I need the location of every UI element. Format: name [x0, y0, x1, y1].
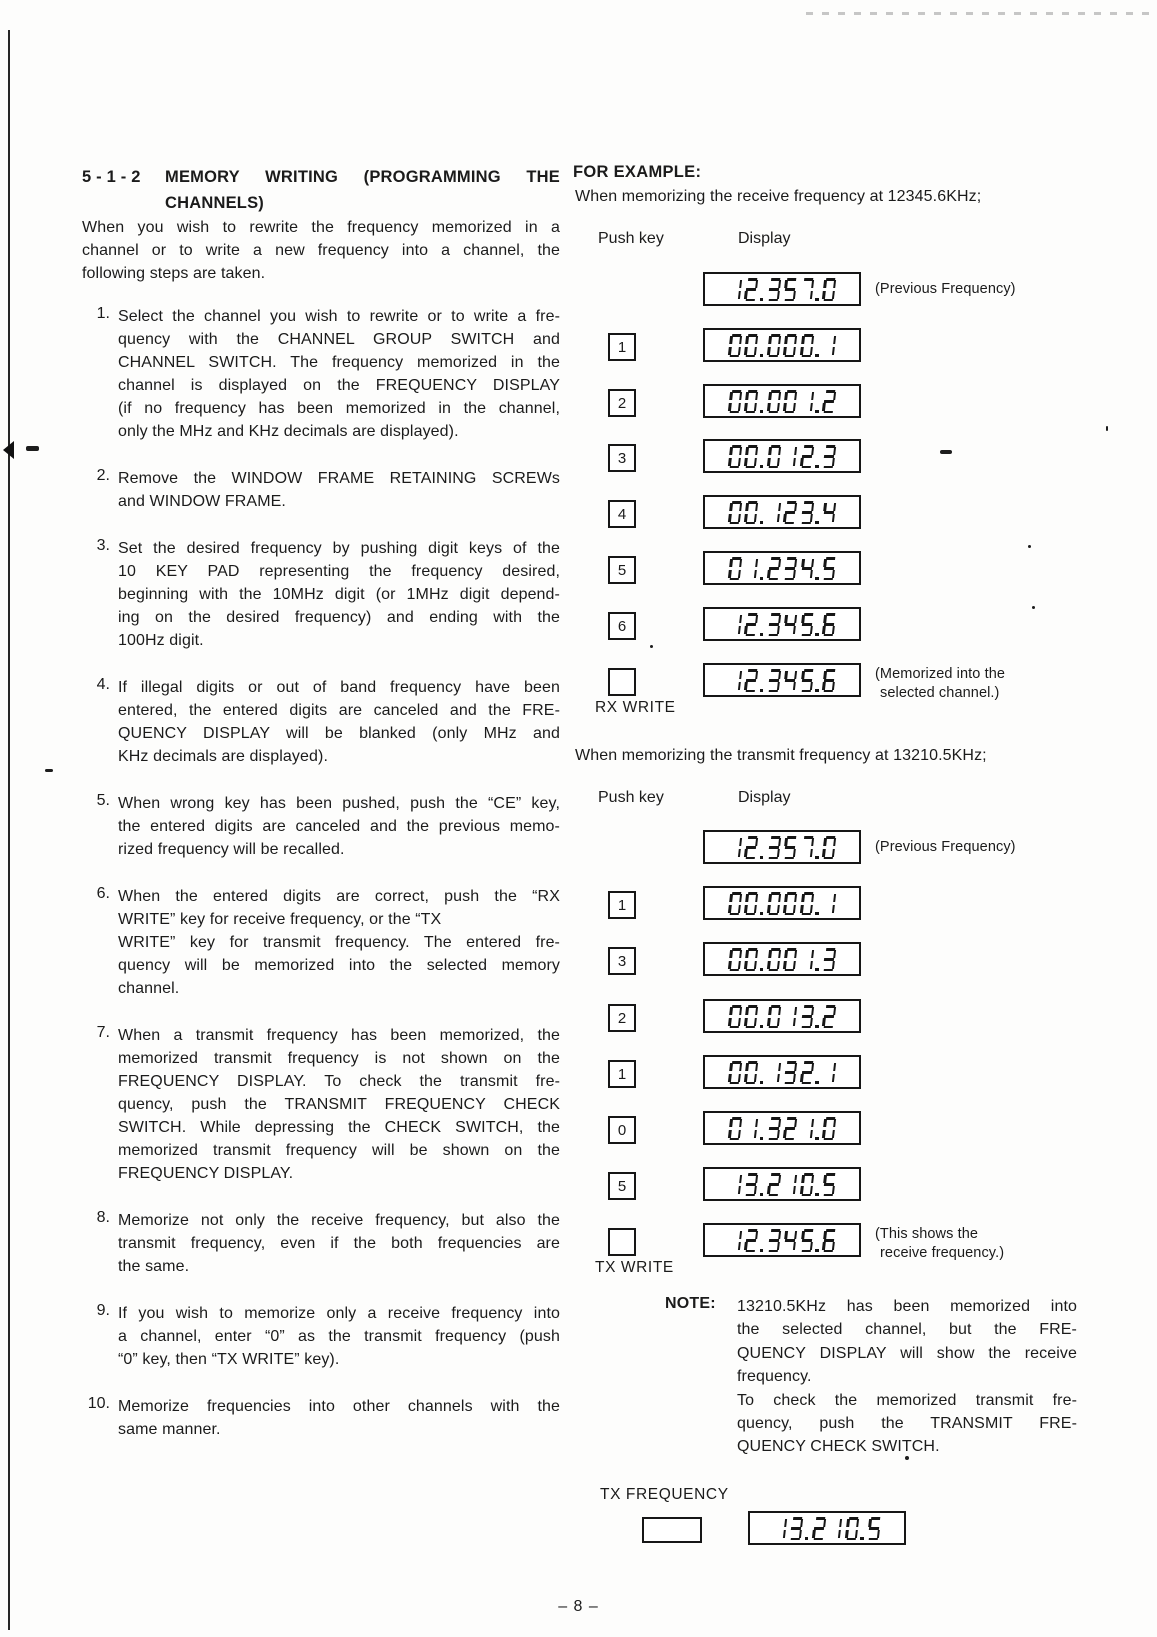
display-label: Display	[738, 789, 791, 806]
seven-segment-digit	[799, 1005, 814, 1028]
digit-key-1: 1	[608, 333, 636, 361]
step-text	[118, 676, 560, 768]
display-label: Display	[738, 230, 791, 247]
text-line: quency, push the TRANSMIT FRE-	[737, 1414, 1077, 1432]
text-line: If you wish to memorize only a receive frequency into	[118, 1305, 560, 1322]
text-line: When a transmit frequency has been memorized, the	[118, 1027, 560, 1044]
seven-segment-digit	[822, 1117, 837, 1140]
decimal-point	[815, 1249, 819, 1253]
step-item	[82, 1024, 560, 1185]
seven-segment-digit	[822, 1229, 837, 1252]
sequence2-intro: When memorizing the transmit frequency at 13210.5KHz;	[575, 747, 987, 764]
seven-segment-digit	[799, 1173, 814, 1196]
text-line: frequency.	[737, 1368, 812, 1386]
text-line: quency with the CHANNEL GROUP SWITCH and	[118, 331, 560, 348]
seven-segment-digit	[727, 1173, 742, 1196]
text-line: entered, the entered digits are canceled and the FRE-	[118, 702, 560, 719]
seven-segment-digit	[727, 836, 742, 859]
digit-key-1: 1	[608, 891, 636, 919]
text-line: channel or to write a new frequency into a channel, the	[82, 242, 560, 259]
intro-paragraph	[82, 216, 560, 285]
step-number: 10.	[87, 1395, 110, 1412]
seven-segment-digit	[799, 836, 814, 859]
seven-segment-digit	[811, 1517, 826, 1540]
seven-segment-digit	[844, 1517, 859, 1540]
step-item	[82, 885, 560, 1000]
step-item	[82, 537, 560, 652]
text-line: Set the desired frequency by pushing digit keys of the	[118, 540, 560, 557]
seven-segment-digit	[783, 1117, 798, 1140]
tx-frequency-check-key	[642, 1517, 702, 1543]
step-item	[82, 467, 560, 513]
seven-segment-digit	[744, 1117, 759, 1140]
seven-segment-digit	[744, 1005, 759, 1028]
seven-segment-digit	[744, 1173, 759, 1196]
note-text	[737, 1295, 1077, 1459]
text-line: KHz decimals are displayed).	[118, 748, 328, 765]
step-text	[118, 1395, 560, 1441]
step-number: 1.	[96, 305, 110, 322]
seven-segment-digit	[766, 1005, 781, 1028]
text-line: Select the channel you wish to rewrite or to write a fre-	[118, 308, 560, 325]
decimal-point	[815, 1193, 819, 1197]
decimal-point	[815, 1081, 819, 1085]
digit-key-6: 6	[608, 612, 636, 640]
decimal-point	[760, 1249, 764, 1253]
seven-segment-digit	[744, 948, 759, 971]
frequency-display	[703, 1055, 861, 1089]
annotation-line: (Previous Frequency)	[875, 281, 1016, 297]
sequence1-intro: When memorizing the receive frequency at 12345.6KHz;	[575, 188, 982, 205]
text-line: quency will be memorized into the selected memory	[118, 957, 560, 974]
step-item	[82, 676, 560, 768]
frequency-display	[703, 830, 861, 864]
section-title: MEMORY WRITING (PROGRAMMING THE CHANNELS)	[165, 168, 560, 212]
frequency-display	[703, 1223, 861, 1257]
digit-key-2: 2	[608, 1004, 636, 1032]
row-annotation	[875, 838, 1016, 857]
seven-segment-digit	[822, 1173, 837, 1196]
digit-key-2: 2	[608, 389, 636, 417]
section-heading	[82, 164, 560, 216]
text-line: (if no frequency has been memorized in the channel,	[118, 400, 560, 417]
annotation-line: (Memorized into the	[875, 666, 1006, 682]
seven-segment-digit	[789, 1517, 804, 1540]
seven-segment-digit	[772, 1517, 787, 1540]
frequency-display	[703, 999, 861, 1033]
text-line: “0” key, then “TX WRITE” key).	[118, 1351, 340, 1368]
text-line: and WINDOW FRAME.	[118, 493, 286, 510]
decimal-point	[760, 1137, 764, 1141]
seven-segment-digit	[766, 1117, 781, 1140]
text-line: FREQUENCY DISPLAY. To check the transmit fre-	[118, 1073, 560, 1090]
seven-segment-digit	[799, 1061, 814, 1084]
text-line: quency, push the TRANSMIT FREQUENCY CHECK	[118, 1096, 560, 1113]
step-item	[82, 305, 560, 443]
push-key-label: Push key	[598, 230, 664, 247]
annotation-line: receive frequency.)	[880, 1245, 1005, 1261]
text-line: WRITE” key for transmit frequency. The entered fre-	[118, 934, 560, 951]
decimal-point	[760, 856, 764, 860]
text-line: QUENCY DISPLAY will be blanked (only MHz and	[118, 725, 560, 742]
text-line: CHANNEL SWITCH. The frequency memorized in the	[118, 354, 560, 371]
tx-write-key	[608, 1228, 636, 1256]
seven-segment-digit	[766, 1061, 781, 1084]
text-line: Remove the WINDOW FRAME RETAINING SCREWs	[118, 470, 560, 487]
text-line: Memorize not only the receive frequency, but also the	[118, 1212, 560, 1229]
seven-segment-digit	[744, 836, 759, 859]
digit-key-5: 5	[608, 556, 636, 584]
text-line: QUENCY CHECK SWITCH.	[737, 1438, 940, 1456]
seven-segment-digit	[727, 1061, 742, 1084]
seven-segment-digit	[783, 948, 798, 971]
text-line: 100Hz digit.	[118, 632, 204, 649]
seven-segment-digit	[867, 1517, 882, 1540]
seven-segment-digit	[822, 948, 837, 971]
digit-key-3: 3	[608, 947, 636, 975]
seven-segment-digit	[766, 836, 781, 859]
push-key-label: Push key	[598, 789, 664, 806]
decimal-point	[860, 1537, 864, 1541]
digit-key-5: 5	[608, 1172, 636, 1200]
text-line: channel is displayed on the FREQUENCY DISPLAY	[118, 377, 560, 394]
seven-segment-digit	[783, 1061, 798, 1084]
scan-artifact	[26, 446, 39, 451]
note-label: NOTE:	[665, 1295, 716, 1312]
text-line: transmit frequency, even if the both frequencies are	[118, 1235, 560, 1252]
text-line: the selected channel, but the FRE-	[737, 1321, 1077, 1339]
seven-segment-digit	[799, 948, 814, 971]
decimal-point	[815, 912, 819, 916]
seven-segment-digit	[766, 1229, 781, 1252]
text-line: 13210.5KHz has been memorized into	[737, 1298, 1077, 1315]
seven-segment-digit	[766, 1173, 781, 1196]
digit-key-1: 1	[608, 1060, 636, 1088]
step-item	[82, 1209, 560, 1278]
annotation-line: (This shows the	[875, 1226, 979, 1242]
seven-segment-digit	[766, 948, 781, 971]
seven-segment-digit	[744, 1061, 759, 1084]
frequency-display	[703, 1111, 861, 1145]
scan-artifact	[45, 769, 53, 772]
annotation-line: selected channel.)	[880, 685, 1000, 701]
step-item	[82, 1302, 560, 1371]
decimal-point	[805, 1537, 809, 1541]
seven-segment-digit	[727, 948, 742, 971]
decimal-point	[760, 912, 764, 916]
decimal-point	[760, 1025, 764, 1029]
step-number: 5.	[96, 792, 110, 809]
seven-segment-digit	[822, 1005, 837, 1028]
seven-segment-digit	[799, 1117, 814, 1140]
tx-frequency-label: TX FREQUENCY	[600, 1486, 729, 1503]
frequency-display	[703, 942, 861, 976]
scan-arrow-mark	[3, 441, 14, 459]
section-number: 5 - 1 - 2	[82, 168, 141, 186]
row-annotation	[875, 1225, 1004, 1263]
step-number: 2.	[96, 467, 110, 484]
text-line: memorized transmit frequency will be shown on the	[118, 1142, 560, 1159]
seven-segment-digit	[783, 892, 798, 915]
seven-segment-digit	[783, 836, 798, 859]
text-line: Memorize frequencies into other channels with the	[118, 1398, 560, 1415]
frequency-display	[748, 1511, 906, 1545]
step-number: 4.	[96, 676, 110, 693]
seven-segment-digit	[727, 1117, 742, 1140]
write-key-label: TX WRITE	[595, 1259, 674, 1276]
step-text	[118, 792, 560, 861]
step-item	[82, 1395, 560, 1441]
seven-segment-digit	[783, 1229, 798, 1252]
text-line: 10 KEY PAD representing the frequency desired,	[118, 563, 560, 580]
seven-segment-digit	[822, 1061, 837, 1084]
write-key-label: RX WRITE	[595, 699, 676, 716]
seven-segment-digit	[799, 1229, 814, 1252]
step-text	[118, 467, 560, 513]
text-line: When you wish to rewrite the frequency memorized in a	[82, 219, 560, 236]
text-line: When the entered digits are correct, push the “RX	[118, 888, 560, 905]
step-text	[118, 1302, 560, 1371]
digit-key-4: 4	[608, 500, 636, 528]
seven-segment-digit	[727, 892, 742, 915]
step-text	[118, 1209, 560, 1278]
decimal-point	[815, 1137, 819, 1141]
text-line: following steps are taken.	[82, 265, 266, 282]
step-number: 7.	[96, 1024, 110, 1041]
seven-segment-digit	[783, 1173, 798, 1196]
right-column	[573, 0, 1157, 1637]
frequency-display	[703, 886, 861, 920]
digit-key-3: 3	[608, 444, 636, 472]
decimal-point	[815, 968, 819, 972]
annotation-line: (Previous Frequency)	[875, 839, 1016, 855]
step-number: 9.	[96, 1302, 110, 1319]
seven-segment-digit	[744, 1229, 759, 1252]
text-line: channel.	[118, 980, 180, 997]
text-line: beginning with the 10MHz digit (or 1MHz digit depend-	[118, 586, 560, 603]
seven-segment-digit	[828, 1517, 843, 1540]
text-line: If illegal digits or out of band frequency have been	[118, 679, 560, 696]
seven-segment-digit	[822, 836, 837, 859]
step-text	[118, 305, 560, 443]
text-line: WRITE” key for receive frequency, or the “TX	[118, 911, 442, 928]
digit-key-0: 0	[608, 1116, 636, 1144]
text-line: a channel, enter “0” as the transmit frequency (push	[118, 1328, 560, 1345]
seven-segment-digit	[727, 1229, 742, 1252]
seven-segment-digit	[727, 1005, 742, 1028]
step-item	[82, 792, 560, 861]
text-line: SWITCH. While depressing the CHECK SWITCH, the	[118, 1119, 560, 1136]
text-line: the same.	[118, 1258, 190, 1275]
seven-segment-digit	[799, 892, 814, 915]
seven-segment-digit	[766, 892, 781, 915]
text-line: When wrong key has been pushed, push the “CE” key,	[118, 795, 560, 812]
text-line: same manner.	[118, 1421, 221, 1438]
for-example-heading: FOR EXAMPLE:	[573, 163, 702, 181]
text-line: rized frequency will be recalled.	[118, 841, 345, 858]
text-line: To check the memorized transmit fre-	[737, 1391, 1077, 1409]
decimal-point	[760, 1193, 764, 1197]
decimal-point	[760, 1081, 764, 1085]
step-number: 3.	[96, 537, 110, 554]
step-number: 8.	[96, 1209, 110, 1226]
decimal-point	[815, 1025, 819, 1029]
text-line: only the MHz and KHz decimals are displayed).	[118, 423, 459, 440]
step-number: 6.	[96, 885, 110, 902]
frequency-display	[703, 1167, 861, 1201]
step-text	[118, 537, 560, 652]
decimal-point	[760, 968, 764, 972]
page-number: – 8 –	[558, 1598, 599, 1615]
text-line: FREQUENCY DISPLAY.	[118, 1165, 294, 1182]
text-line: QUENCY DISPLAY will show the receive	[737, 1344, 1077, 1362]
text-line: ing on the desired frequency) and ending with the	[118, 609, 560, 626]
text-line: memorized transmit frequency is not shown on the	[118, 1050, 560, 1067]
decimal-point	[815, 856, 819, 860]
step-text	[118, 885, 560, 1000]
left-column	[82, 164, 560, 1441]
seven-segment-digit	[822, 892, 837, 915]
scan-edge-line	[8, 30, 10, 1630]
numbered-steps	[82, 305, 560, 1441]
seven-segment-digit	[744, 892, 759, 915]
seven-segment-digit	[783, 1005, 798, 1028]
step-text	[118, 1024, 560, 1185]
text-line: the entered digits are canceled and the previous memo-	[118, 818, 560, 835]
